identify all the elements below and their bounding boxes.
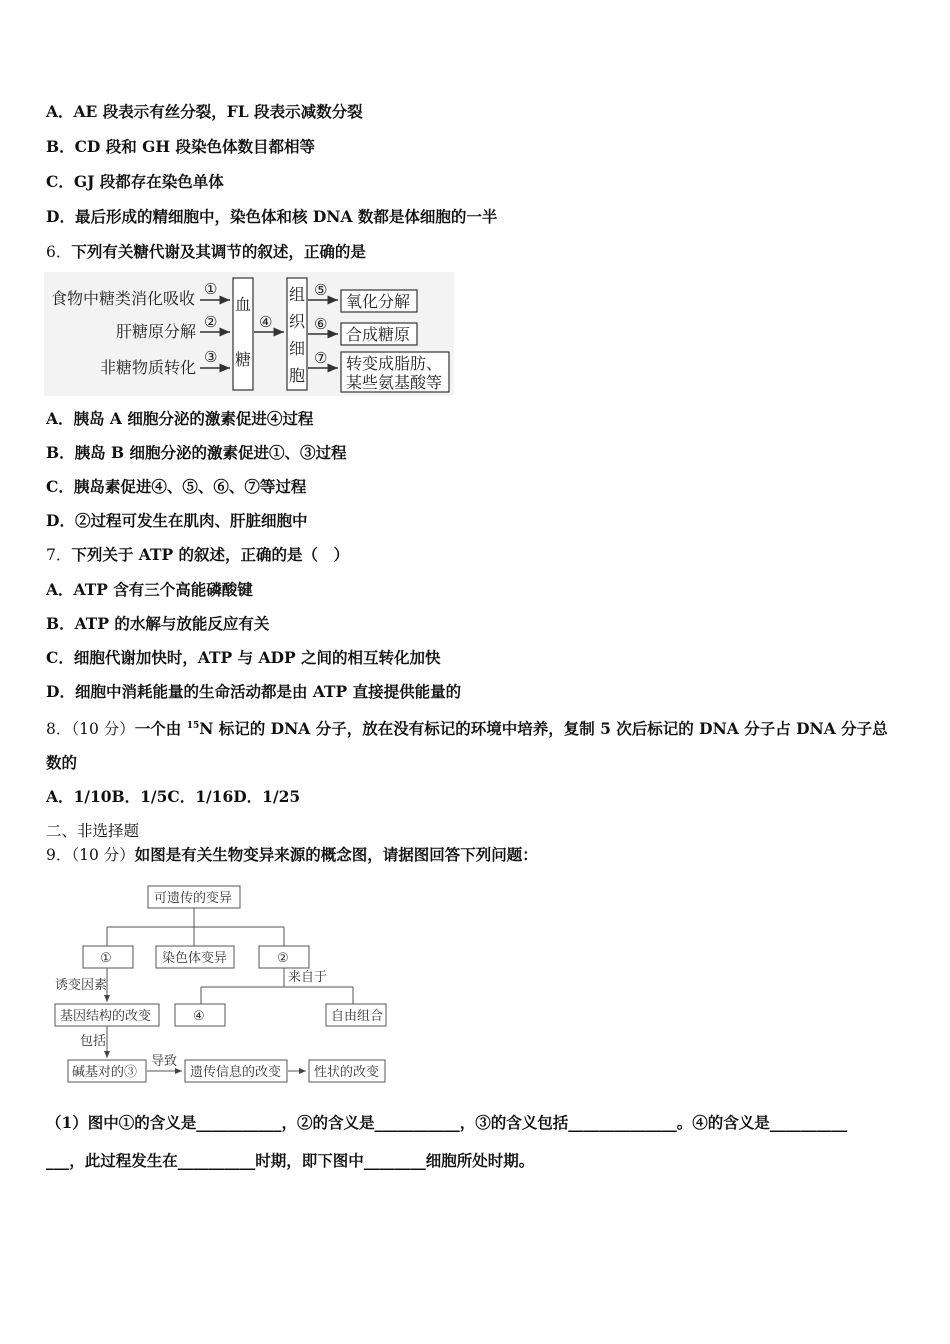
q8-options: A．1/10B．1/5C．1/16D．1/25 [46, 787, 301, 806]
output-amino: 某些氨基酸等 [346, 373, 443, 392]
node-free-combination: 自由组合 [331, 1009, 384, 1024]
q9-stem-text: 如图是有关生物变异来源的概念图，请据图回答下列问题： [134, 845, 538, 864]
q6-stem-text: 下列有关糖代谢及其调节的叙述，正确的是 [71, 242, 366, 261]
source-non-sugar: 非糖物质转化 [100, 358, 197, 377]
q6-option-d: D．②过程可发生在肌肉、肝脏细胞中 [46, 511, 308, 530]
node-1: ① [100, 951, 112, 966]
node-base-pair-3: 碱基对的③ [72, 1065, 138, 1080]
variation-concept-map [50, 882, 400, 1088]
label-lead: 导致 [151, 1054, 178, 1069]
sugar-metabolism-diagram [44, 272, 454, 396]
source-food: 食物中糖类消化吸收 [51, 289, 196, 308]
node-genetic-info-change: 遗传信息的改变 [190, 1065, 282, 1080]
q6-option-c: C．胰岛素促进④、⑤、⑥、⑦等过程 [46, 477, 307, 496]
q7-option-d: D．细胞中消耗能量的生命活动都是由 ATP 直接提供能量的 [46, 682, 462, 701]
node-chromosome-variation: 染色体变异 [162, 951, 228, 966]
label-from: 来自于 [288, 970, 328, 985]
mark-3: ③ [204, 348, 218, 366]
q8-isotope-sup: 15 [186, 721, 200, 731]
q5-option-a: A．AE 段表示有丝分裂，FL 段表示减数分裂 [46, 102, 363, 121]
mark-5: ⑤ [314, 281, 328, 299]
q9-stem [46, 845, 538, 865]
mark-4: ④ [259, 313, 273, 331]
label-mutagen: 诱变因素 [55, 978, 108, 993]
q6-stem [46, 242, 366, 262]
tissue-4: 胞 [289, 366, 306, 385]
tissue-1: 组 [289, 285, 306, 304]
q7-option-b: B．ATP 的水解与放能反应有关 [46, 614, 270, 633]
q8-stem-cont: 数的 [46, 753, 78, 772]
node-4: ④ [193, 1009, 205, 1024]
q5-option-c: C．GJ 段都存在染色单体 [46, 172, 224, 191]
q5-option-d: D．最后形成的精细胞中，染色体和核 DNA 数都是体细胞的一半 [46, 207, 498, 226]
source-glycogen: 肝糖原分解 [116, 322, 197, 341]
node-gene-structure-change: 基因结构的改变 [60, 1009, 152, 1024]
q9-sub1-line2: ___，此过程发生在__________时期，即下图中________细胞所处时期。 [46, 1151, 535, 1170]
q7-option-a: A．ATP 含有三个高能磷酸键 [46, 580, 253, 599]
q8-stem [46, 716, 888, 739]
q7-stem-text: 下列关于 ATP 的叙述，正确的是（ ） [71, 545, 350, 564]
node-heritable-variation: 可遗传的变异 [154, 891, 233, 906]
mark-7: ⑦ [314, 349, 328, 367]
q6-option-a: A．胰岛 A 细胞分泌的激素促进④过程 [46, 409, 314, 428]
q9-sub1-line1: （1）图中①的含义是___________，②的含义是___________，③的含义包括______________。④的含义是__________ [46, 1113, 848, 1132]
q7-number: 7． [46, 546, 72, 564]
q9-number: 9． [46, 846, 72, 864]
q8-stem-b: N 标记的 DNA 分子，放在没有标记的环境中培养，复制 5 次后标记的 DNA 分子占 DNA 分子总 [199, 719, 888, 739]
mark-1: ① [204, 280, 218, 298]
mark-6: ⑥ [314, 315, 328, 333]
node-2: ② [277, 951, 289, 966]
output-oxidation: 氧化分解 [346, 292, 411, 311]
output-glycogen: 合成糖原 [346, 325, 411, 344]
tissue-2: 织 [289, 312, 306, 331]
tissue-3: 细 [289, 339, 306, 358]
q7-stem [46, 545, 349, 565]
output-fat: 转变成脂肪、 [346, 354, 443, 373]
q9-score: （10 分） [71, 846, 135, 864]
node-trait-change: 性状的改变 [314, 1065, 380, 1080]
blood-sugar-2: 糖 [235, 350, 252, 369]
q7-option-c: C．细胞代谢加快时，ATP 与 ADP 之间的相互转化加快 [46, 648, 441, 667]
label-include: 包括 [80, 1034, 107, 1049]
q5-option-b: B．CD 段和 GH 段染色体数目都相等 [46, 137, 315, 156]
q8-stem-a: 一个由 [134, 719, 187, 739]
q8-number: 8． [46, 720, 72, 739]
q8-score: （10 分） [71, 720, 135, 739]
blood-sugar-1: 血 [235, 295, 252, 314]
section-title: 二、非选择题 [46, 822, 140, 840]
q6-option-b: B．胰岛 B 细胞分泌的激素促进①、③过程 [46, 443, 347, 462]
mark-2: ② [204, 313, 218, 331]
q6-number: 6． [46, 243, 72, 261]
